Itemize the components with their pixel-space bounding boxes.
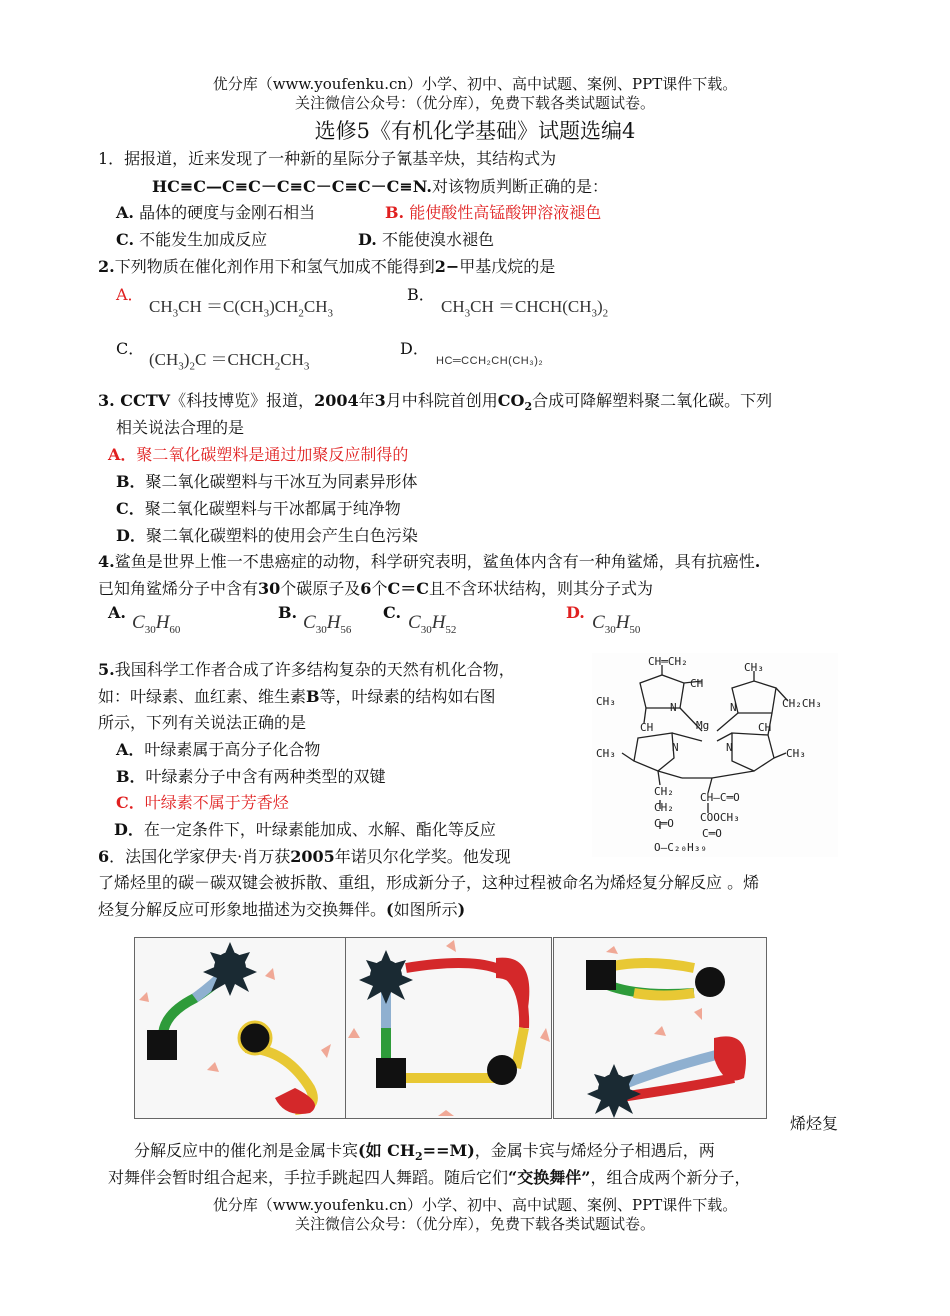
dance-panel-2: [345, 937, 552, 1119]
dance-panel-1: [134, 937, 346, 1119]
q2-b-formula: $CH_3CH$ $=CHCH(CH_3)_2$: [441, 297, 609, 320]
mol-ochain: O—C₂₀H₃₉: [654, 841, 707, 854]
mol-ethyl: CH₂CH₃: [782, 697, 822, 710]
dance-circle-icon: [695, 967, 725, 997]
q4-line1: 4.鲨鱼是世界上惟一不患癌症的动物，科学研究表明，鲨鱼体内含有一种角鲨烯，具有抗癌性.: [98, 552, 761, 571]
mol-ch-right: CH: [758, 721, 772, 734]
mol-ch3-d: CH₃: [786, 747, 806, 760]
q1-formula: HC≡C—C≡C－C≡C－C≡C－C≡N.: [152, 177, 432, 196]
dance-star-icon: [587, 1064, 641, 1118]
q4-c-formula: $C_{30}H_{52}$: [408, 612, 457, 636]
mol-mg: Mg: [696, 719, 710, 732]
q1-d-label: D.: [358, 230, 377, 249]
q5-line2: 如：叶绿素、血红素、维生素B等，叶绿素的结构如右图: [98, 687, 496, 706]
dance-star-icon: [359, 950, 413, 1004]
mol-ch-left: CH: [640, 721, 654, 734]
q6-paragraph-line1: 分解反应中的催化剂是金属卡宾(如 $CH_2==M$)，金属卡宾与烯烃分子相遇后，两: [134, 1141, 715, 1164]
q1-option-b: [385, 200, 601, 223]
mol-n3: N: [672, 741, 679, 754]
q3-option-b: B．聚二氧化碳塑料与干冰互为同素异形体: [116, 472, 418, 491]
q1-b-label: B.: [385, 203, 405, 222]
mol-ch2-a: CH₂: [654, 785, 674, 798]
mol-ch3-c: CH₃: [596, 747, 616, 760]
q3-stem-line2: 相关说法合理的是: [116, 418, 245, 437]
q3-option-c: C．聚二氧化碳塑料与干冰都属于纯净物: [116, 499, 401, 518]
q6-paragraph-line2: 对舞伴会暂时组合起来，手拉手跳起四人舞蹈。随后它们“交换舞伴”，组合成两个新分子，: [108, 1168, 751, 1187]
q3-option-d: D．聚二氧化碳塑料的使用会产生白色污染: [116, 526, 418, 545]
header-line-2: 关注微信公众号：（优分库），免费下载各类试题试卷。: [294, 94, 655, 112]
mol-ch-mid: CH—C═O: [700, 791, 740, 804]
q1-formula-line: [152, 174, 608, 197]
q6-line1: 6．法国化学家伊夫·肖万获2005年诺贝尔化学奖。他发现: [98, 847, 511, 866]
q1-formula-tail: 对该物质判断正确的是：: [431, 177, 608, 196]
q1-c-label: C.: [116, 230, 135, 249]
mol-vinyl: CH═CH₂: [648, 655, 688, 668]
mol-ch3-a: CH₃: [744, 661, 764, 674]
q5-option-b: B．叶绿素分子中含有两种类型的双键: [116, 767, 386, 786]
q4-c-label: C.: [383, 603, 402, 622]
q1-a-text: 晶体的硬度与金刚石相当: [139, 203, 316, 222]
mol-n1: N: [670, 701, 677, 714]
mol-n4: N: [726, 741, 733, 754]
footer-line-2: 关注微信公众号：（优分库），免费下载各类试题试卷。: [294, 1215, 655, 1233]
q4-b-label: B.: [278, 603, 298, 622]
q2-d-label: D．: [400, 339, 429, 358]
mol-n2: N: [730, 701, 737, 714]
chlorophyll-structure: [592, 653, 838, 857]
q2-c-label: C．: [116, 339, 145, 358]
q1-option-d: [358, 227, 494, 250]
dance-circle-icon: [487, 1055, 517, 1085]
q1-stem: 1．据报道，近来发现了一种新的星际分子氰基辛炔，其结构式为: [98, 149, 557, 168]
q4-a-formula: $C_{30}H_{60}$: [132, 612, 181, 636]
q2-a-label: A．: [116, 285, 144, 304]
page-title: 选修5《有机化学基础》试题选编4: [314, 119, 636, 143]
q1-d-text: 不能使溴水褪色: [381, 230, 494, 249]
q4-line2: 已知角鲨烯分子中含有30个碳原子及6个C＝C且不含环状结构，则其分子式为: [98, 579, 653, 598]
q6-line2: 了烯烃里的碳－碳双键会被拆散、重组，形成新分子，这种过程被命名为烯烃复分解反应 。烯: [98, 873, 760, 892]
q5-option-d: D．在一定条件下，叶绿素能加成、水解、酯化等反应: [114, 820, 496, 839]
header-line-1: 优分库（www.youfenku.cn）小学、初中、高中试题、案例、PPT课件下载。: [212, 75, 738, 93]
dance-square-icon: [376, 1058, 406, 1088]
q6-side-text: 烯烃复: [790, 1114, 839, 1133]
mol-co: C═O: [654, 817, 674, 830]
q1-option-a: [116, 200, 315, 223]
q2-stem-text: 下列物质在催化剂作用下和氢气加成不能得到: [114, 257, 435, 276]
mol-cooch3: COOCH₃: [700, 811, 740, 824]
mol-co2: C═O: [702, 827, 722, 840]
footer-line-1: 优分库（www.youfenku.cn）小学、初中、高中试题、案例、PPT课件下载。: [212, 1196, 738, 1214]
q2-stem-tail: 甲基戊烷的是: [459, 257, 556, 276]
q2-stem-bold: 2−: [434, 257, 460, 276]
q3-option-a: A．聚二氧化碳塑料是通过加聚反应制得的: [108, 445, 409, 464]
q4-b-formula: $C_{30}H_{56}$: [303, 612, 352, 636]
mol-ch3-b: CH₃: [596, 695, 616, 708]
q5-option-c: C．叶绿素不属于芳香烃: [116, 793, 289, 812]
dance-circle-icon: [239, 1022, 271, 1054]
q2-num: 2.: [98, 257, 115, 276]
q1-b-text: 能使酸性高锰酸钾溶液褪色: [409, 203, 602, 222]
mol-ch-top: CH: [690, 677, 704, 690]
q2-a-formula: $CH_3CH =C(CH_3)CH_2CH_3$: [149, 297, 334, 320]
q2-b-label: B．: [407, 285, 435, 304]
q2-c-formula: $(CH_3)_2C$ $=CHCH_2CH_3$: [149, 350, 310, 373]
q5-line1: 5.我国科学工作者合成了许多结构复杂的天然有机化合物，: [98, 660, 515, 679]
q1-option-c: [116, 227, 267, 250]
dance-square-icon: [586, 960, 616, 990]
q3-stem: 3. CCTV《科技博览》报道，2004年3月中科院首创用$CO_2$合成可降解塑料聚二氧化碳。下列: [98, 391, 773, 414]
dance-panel-3: [553, 937, 767, 1119]
q5-line3: 所示，下列有关说法正确的是: [98, 713, 307, 732]
q6-line3: 烃复分解反应可形象地描述为交换舞伴。(如图所示): [98, 900, 466, 919]
q2-stem: [98, 254, 555, 277]
dance-square-icon: [147, 1030, 177, 1060]
q4-d-label: D.: [566, 603, 585, 622]
q2-d-formula: HC═CCH₂CH(CH₃)₂: [436, 355, 544, 367]
q4-d-formula: $C_{30}H_{50}$: [592, 612, 641, 636]
q1-c-text: 不能发生加成反应: [139, 230, 268, 249]
q5-option-a: A．叶绿素属于高分子化合物: [116, 740, 321, 759]
q4-a-label: A.: [108, 603, 126, 622]
q1-a-label: A.: [116, 203, 134, 222]
mol-ch2-b: CH₂: [654, 801, 674, 814]
